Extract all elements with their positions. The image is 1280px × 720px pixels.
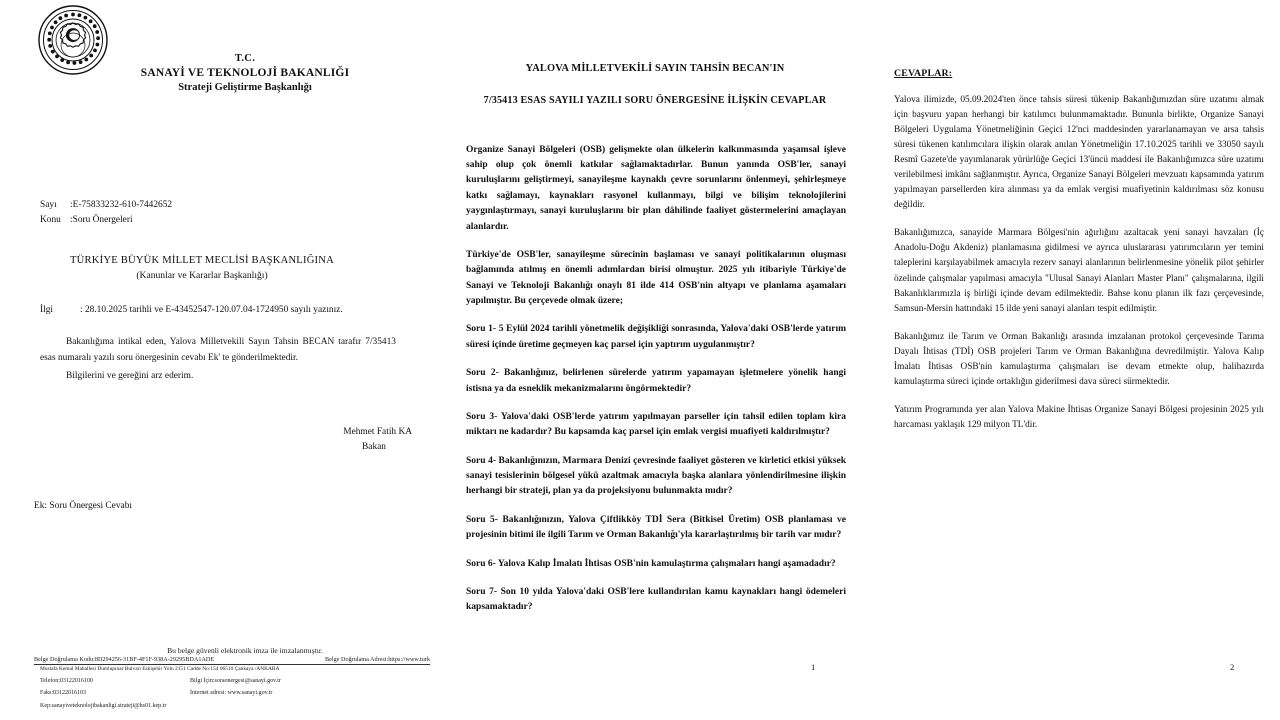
- ilgi-value: : 28.10.2025 tarihli ve E-43452547-120.07.04-1724950 sayılı yazınız.: [80, 305, 343, 316]
- body-paragraph: Bakanlığıma intikal eden, Yalova Milletvekili Sayın Tahsin BECAN tarafır 7/35413 esas numaralı yazılı soru önergesinin cevabı Ek' te gönderilmektedir.: [40, 337, 396, 364]
- meta-konu-label: Konu: [40, 214, 61, 225]
- page-number: 2: [1230, 662, 1235, 672]
- question-item: Soru 6- Yalova Kalıp İmalatı İhtisas OSB'nin kamulaştırma çalışmaları hangi aşamadadır?: [466, 558, 836, 569]
- contact-grid: [40, 675, 430, 712]
- meta-sayi-value: :E-75833232-610-7442652: [70, 200, 173, 210]
- meta-sayi-label: Sayı: [40, 200, 57, 210]
- page-2: [430, 0, 880, 720]
- question-item: Soru 2- Bakanlığınız, belirlenen sürelerde yatırım yapamayan işletmelere yönelik hangi istisna ya da esneklik mekanizmalarını öngörmektedir?: [466, 368, 846, 394]
- page-2-title-line-1: YALOVA MİLLETVEKİLİ SAYIN TAHSİN BECAN'IN: [525, 63, 785, 74]
- page-3: [880, 0, 1280, 720]
- addressee-main: TÜRKİYE BÜYÜK MİLLET MECLİSİ BAŞKANLIĞINA: [69, 255, 334, 267]
- page-1-footer: [0, 646, 430, 712]
- contact-row-phone: [40, 675, 430, 687]
- page-3-body: [880, 93, 1280, 433]
- intro-paragraph: Organize Sanayi Bölgeleri (OSB) gelişmekte olan ülkelerin kalkınmasında yaşamsal işleve sahip olup çok önemli katkılar sağlamaktadırlar. Bunun yanında OSB'ler, sanayi kuruluşlarını geliştirmeyi, sanayileşme kaynaklı çevre sorunlarını önlenmeyi, şehirleşmeye katkı sağlamayı, kaynakları rasyonel kullanmayı, bilgi ve bilişim teknolojilerini yaygınlaştırmayı, sanayi kuruluşlarını bir plan dâhilinde faaliyet göstermelerini amaçlayan alanlardır.: [466, 144, 846, 232]
- ilgi-label: İlgi: [40, 305, 54, 316]
- answer-paragraph: Yalova ilimizde, 05.09.2024'ten önce tahsis süresi tükenip Bakanlığımızdan süre uzatımı almak için başvuru yapan herhangi bir katılımcı bulunmamaktadır. Bununla birlikte, Organize Sanayi Bölgeleri Uygulama Yönetmeliğinin Geçici 12'nci maddesinden yararlanamayan ve arsa tahsis süresi tükenen katılımcılara ilişkin olarak anılan Yönetmeliğin 17.10.2025 tarihli ve 33050 sayılı Resmî Gazete'de yayımlanarak yürürlüğe Geçici 13'üncü maddesi ile Bakanlığımızca süre uzatımı verilebilmesi imkânı sağlanmıştır. Ayrıca, Organize Sanayi Bölgeleri mevzuatı kapsamında yatırım yapılmayan parsellerden kira alınması ya da emlak vergisi muafiyetinin kaldırılması söz konusu değildir.: [894, 95, 1264, 211]
- answer-paragraph: Bakanlığımızca, sanayide Marmara Bölgesi'nin ağırlığını azaltacak yeni sanayi havzaları (İç Anadolu-Doğu Akdeniz) planlamasına gidilmesi ve ayrıca uluslararası yatırımcıların yer temini taleplerini karşılayabilmek amacıyla rezerv sanayi alanlarının belirlenmesine yönelik pilot şehirler özelinde çalışmalar yapılması amacıyla "Ulusal Sanayi Alanları Master Planı" çalışmalarına, ilgili Bakanlıklarımızla iş birliği içinde devam edilmektedir. Bahse konu planın ilk fazı çerçevesinde, Samsun-Mersin hattındaki 15 ilde yeni sanayi alanları tespit edilmiştir.: [894, 228, 1264, 314]
- postal-address: Mustafa Kemal Mahallesi Dumlupınar Bulvarı Eskişehir Yolu 2151 Cadde No:154 06510 Çankaya /ANKARA: [40, 666, 280, 673]
- meta-konu: [40, 213, 430, 228]
- page-2-body: [430, 143, 880, 616]
- page-2-title: [430, 0, 880, 107]
- question-item: Soru 7- Son 10 yılda Yalova'daki OSB'lere kullandırılan kamu kaynakları hangi ödemeleri kapsamaktadır?: [466, 586, 846, 613]
- answer-paragraph: Bakanlığımız ile Tarım ve Orman Bakanlığı arasında imzalanan protokol çerçevesinde Tarıma Dayalı İhtisas (TDİ) OSB projeleri Tarım ve Orman Bakanlığına devredilmiştir. Yalova Kalıp İmalatı İhtisas OSB'nin kamulaştırma çalışmaları ise devam etmekte olup, halihazırda kamulaştırma süreci içinde ortaklığın giderilmesi dava süreci sürmektedir.: [894, 331, 1264, 387]
- attachment-note: Ek: Soru Önergesi Cevabı: [34, 500, 132, 511]
- meta-konu-value: :Soru Önergeleri: [70, 214, 133, 225]
- kep-address: Kep:sanayiveteknolojibakanligi.strateji@hs01.kep.tr: [40, 702, 167, 709]
- body-paragraph: Bilgilerini ve gereğini arz ederim.: [66, 371, 194, 382]
- tc-label: T.C.: [234, 53, 256, 64]
- addressee-block: [0, 253, 430, 283]
- intro-paragraph: Türkiye'de OSB'ler, sanayileşme sürecinin başlaması ve sanayi politikalarının oluşması bağlamında atılmış en önemli adımlardan birisi olmuştur. 2025 yılı itibariyle Türkiye'de Sanayi ve Teknoloji Bakanlığı onaylı 81 ilde 414 OSB'nin altyapı ve planlama aşamaları yapılmıştır. Bu çerçevede olmak üzere;: [466, 249, 846, 306]
- website: İnternet adresi: www.sanayi.gov.tr: [190, 690, 273, 697]
- page-2-title-line-2: 7/35413 ESAS SAYILI YAZILI SORU ÖNERGESİNE İLİŞKİN CEVAPLAR: [483, 94, 827, 106]
- page-1-body: [0, 335, 430, 384]
- addressee-sub: (Kanunlar ve Kararlar Başkanlığı): [136, 270, 268, 282]
- signer-name: Mehmet Fatih KA: [343, 426, 412, 437]
- verification-code: Belge Doğrulama Kodu:8D294256-31BF-4F1F-938A-29295BDA1ADE: [34, 656, 215, 664]
- question-item: Soru 3- Yalova'daki OSB'lerde yatırım yapılmayan parseller için tahsil edilen toplam kira miktarı ne kadardır? Bu kapsamda kaç parsel için emlak vergisi muafiyeti kaldırılmıştır?: [466, 411, 846, 438]
- page-1: [0, 0, 430, 720]
- meta-sayi: [40, 198, 430, 213]
- verification-row: [34, 656, 430, 665]
- signer-title: Bakan: [362, 441, 386, 452]
- phone: Telefon:03122016100: [40, 678, 93, 685]
- answers-heading: CEVAPLAR:: [894, 68, 953, 79]
- verification-address: Belge Doğrulama Adresi:https://www.turk: [325, 656, 430, 664]
- fax: Faks:03122016103: [40, 690, 87, 697]
- answer-paragraph: Yatırım Programında yer alan Yalova Makine İhtisas Organize Sanayi Bölgesi projesinin 2025 yılı harcaması yaklaşık 129 milyon TL'dir.: [894, 404, 1264, 430]
- question-item: Soru 1- 5 Eylül 2024 tarihli yönetmelik değişikliği sonrasında, Yalova'daki OSB'lerde yatırım süresi içinde üretime geçmeyen kaç parsel için yaptırım uygulanmıştır?: [466, 324, 846, 350]
- info-email: Bilgi İçin:soraonergesi@sanayi.gov.tr: [190, 678, 281, 685]
- contact-row-fax: [40, 687, 430, 699]
- signature-block: [0, 425, 430, 455]
- ministry-unit: Strateji Geliştirme Başkanlığı: [178, 82, 312, 94]
- question-item: Soru 5- Bakanlığınızın, Yalova Çiftlikköy TDİ Sera (Bitkisel Üretim) OSB planlaması ve projesinin bitimi ile ilgili Tarım ve Orman Bakanlığı'yla kararlaştırılmış bir tarih var mıdır?: [466, 514, 846, 541]
- page-1-header: [0, 0, 430, 142]
- ministry-name: SANAYİ VE TEKNOLOJİ BAKANLIĞI: [140, 66, 350, 79]
- question-item: Soru 4- Bakanlığınızın, Marmara Denizi çevresinde faaliyet gösteren ve kirletici etkisi yüksek sanayi tesislerinin bölgesel yükü azaltmak amacıyla başka alanlara yönlendirilmesine ilişkin herhangi bir strateji, plan ya da projeksiyonu bulunmakta mıdır?: [466, 455, 846, 497]
- contact-row-kep: [40, 700, 430, 712]
- page-number: 1: [811, 662, 816, 672]
- republic-of-turkiye-seal-icon: [36, 3, 110, 77]
- document-meta: [0, 198, 430, 227]
- ilgi-line: [0, 305, 430, 315]
- esign-note: Bu belge güvenli elektronik imza ile imzalanmıştır.: [167, 646, 323, 656]
